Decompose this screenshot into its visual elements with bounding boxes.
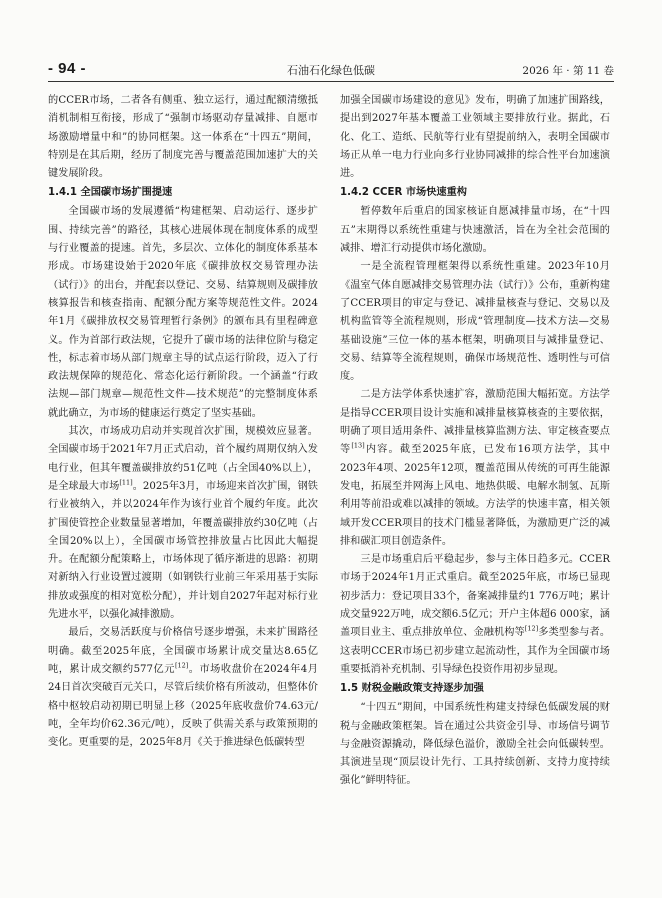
text-run: 其次，市场成功启动并实现首次扩围，规模效应显著。全国碳市场于2021年7月正式启动，首个履约周期仅纳入发电行业，但其年覆盖碳排放约51亿吨（占全国40%以上），是全球最大市场 xyxy=(48,426,318,492)
text-run: 内容。截至2025年底，已发布16项方法学，其中2023年4项、2025年12项，覆盖范围从传统的可再生能源发电，拓展至并网海上风电、地热供暖、电解水制氢、瓦斯利用等前沿或难以减排的领域。方法学的快速丰富，相关领域开发CCER项目的技术门槛显著降低，为激励更广泛的减排和碳汇项目创造条件。 xyxy=(340,444,611,547)
paragraph: 全国碳市场的发展遵循“构建框架、启动运行、逐步扩围、持续完善”的路径，其核心进展体现在制度体系的成型与行业覆盖的提速。首先，多层次、立体化的制度体系基本形成。市场建设始于2020年底《碳排放权交易管理办法（试行）》的出台，并配套以登记、交易、结算规则及碳排放核算报告和核查指南、配额分配方案等规范性文件。2024年1月《碳排放权交易管理暂行条例》的颁布具有里程碑意义。作为首部行政法规，它提升了碳市场的法律位阶与稳定性，标志着市场从部门规章主导的试点运行阶段，迈入了行政法规保障的规范化、常态化运行新阶段。一个涵盖“行政法规—部门规章—规范性文件—技术规范”的完整制度体系就此确立，为市场的健康运行奠定了坚实基础。 xyxy=(48,206,318,419)
text-run: 多类型参与者。这表明CCER市场已初步建立起流动性，其作为全国碳市场重要抵消补充机制、引导绿色投资作用初步显现。 xyxy=(340,627,611,675)
citation: [12] xyxy=(174,661,189,670)
issue-info: 2026 年 · 第 11 卷 xyxy=(522,65,614,77)
paragraph xyxy=(340,386,610,551)
section-heading: 1.5 财税金融政策支持逐步加强 xyxy=(340,683,484,695)
paragraph xyxy=(48,423,318,624)
citation: [12] xyxy=(524,624,539,633)
section-heading: 1.4.1 全国碳市场扩围提速 xyxy=(48,187,173,199)
left-column xyxy=(48,92,318,752)
paragraph: 加强全国碳市场建设的意见》发布，明确了加速扩围路线，提出到2027年基本覆盖工业领域主要排放行业。据此，石化、化工、造纸、民航等行业有望提前纳入，表明全国碳市场正从单一电力行业向多行业协同减排的综合性平台加速演进。 xyxy=(340,95,610,180)
page-header xyxy=(48,60,614,82)
paragraph: “十四五”期间，中国系统性构建支持绿色低碳发展的财税与金融政策框架。旨在通过公共资金引导、市场信号调节与金融资源撬动，降低绿色溢价，激励全社会向低碳转型。其演进呈现“顶层设计先行、工具持续创新、支持力度持续强化”鲜明特征。 xyxy=(340,702,610,787)
text-run: 。2025年3月，市场迎来首次扩围，钢铁行业被纳入，并以2024年作为该行业首个履约年度。此次扩围使管控企业数量显著增加，年覆盖碳排放约30亿吨（占全国20%以上），全国碳市场管控排放量占比因此大幅提升。在配额分配策略上，市场体现了循序渐进的思路：初期对新纳入行业设置过渡期（如钢铁行业前三年采用基于实际排放或强度的相对宽松分配），并计划自2027年起对标行业先进水平，以强化减排激励。 xyxy=(48,480,318,621)
text-run: 。市场收盘价在2024年4月24日首次突破百元关口，尽管后续价格有所波动，但整体价格中枢较启动初期已明显上移（2025年底收盘价74.63元/吨，全年均价62.36元/吨），反映了供需关系与政策预期的变化。更重要的是，2025年8月《关于推进绿色低碳转型 xyxy=(48,663,318,749)
section-heading: 1.4.2 CCER 市场快速重构 xyxy=(340,187,467,199)
paragraph xyxy=(340,551,610,679)
page-number: - 94 - xyxy=(48,60,87,77)
paragraph xyxy=(48,624,318,752)
paragraph: 的CCER市场，二者各有侧重、独立运行，通过配额清缴抵消机制相互衔接，形成了“强制市场驱动存量减排、自愿市场激励增量中和”的协同框架。这一体系在“十四五”期间，特别是在其后期，经历了制度完善与覆盖范围加速扩大的关键发展阶段。 xyxy=(48,95,318,180)
citation: [11] xyxy=(119,478,133,487)
text-run: 三是市场重启后平稳起步，参与主体日趋多元。CCER市场于2024年1月正式重启。截至2025年底，市场已显现初步活力：登记项目33个，备案减排量约1 776万吨；累计成交量922万吨，成交额6.5亿元；开户主体超6 000家，涵盖项目业主、重点排放单位、金融机构等 xyxy=(340,554,610,639)
citation: [13] xyxy=(351,441,365,450)
journal-title: 石油石化绿色低碳 xyxy=(287,64,375,77)
paragraph: 暂停数年后重启的国家核证自愿减排量市场，在“十四五”末期得以系统性重建与快速激活，旨在为全社会范围的减排、增汇行动提供市场化激励。 xyxy=(340,206,610,255)
text-run: 最后，交易活跃度与价格信号逐步增强，未来扩围路径明确。截至2025年底，全国碳市场累计成交量达8.65亿吨，累计成交额约577亿元 xyxy=(48,627,318,675)
text-run: 二是方法学体系快速扩容，激励范围大幅拓宽。方法学是指导CCER项目设计实施和减排量核算核查的主要依据，明确了项目适用条件、减排量核算监测方法、审定核查要点等 xyxy=(340,389,610,456)
paragraph: 一是全流程管理框架得以系统性重建。2023年10月《温室气体自愿减排交易管理办法（试行）》公布，重新构建了CCER项目的审定与登记、减排量核查与登记、交易以及机构监管等全流程规则，形成“管理制度—技术方法—交易基础设施”三位一体的基本框架，明确项目与减排量登记、交易、结算等全流程规则，确保市场规范性、透明性与可信度。 xyxy=(340,261,610,383)
right-column xyxy=(340,92,610,791)
